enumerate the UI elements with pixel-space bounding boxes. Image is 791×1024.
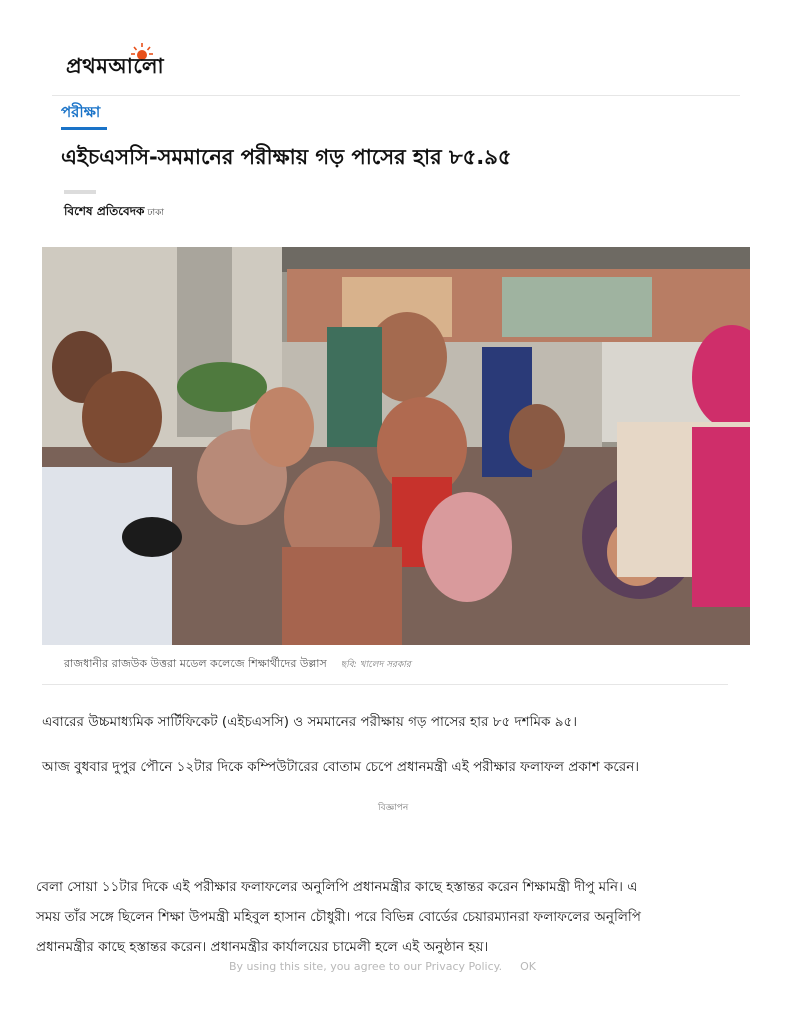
caption-text: রাজধানীর রাজউক উত্তরা মডেল কলেজে শিক্ষার্থীদের উল্লাস bbox=[64, 657, 327, 670]
photo-caption bbox=[64, 655, 411, 674]
author-location: ঢাকা bbox=[147, 208, 165, 218]
ad-label: বিজ্ঞাপন bbox=[378, 803, 409, 813]
consent-ok-button[interactable]: OK bbox=[520, 960, 536, 973]
header-divider bbox=[52, 95, 740, 96]
consent-text: By using this site, you agree to our Privacy Policy. bbox=[229, 960, 503, 973]
section-link[interactable]: পরীক্ষা bbox=[61, 103, 101, 121]
paragraph-3-line: সময় তাঁর সঙ্গে ছিলেন শিক্ষা উপমন্ত্রী মহিবুল হাসান চৌধুরী। পরে বিভিন্ন বোর্ডের চেয়ারম্যানরা ফলাফলের অনুলিপি bbox=[36, 909, 641, 925]
section-underline bbox=[61, 127, 107, 130]
caption-divider bbox=[42, 684, 728, 685]
paragraph-3 bbox=[36, 872, 756, 962]
paragraph-2: আজ বুধবার দুপুর পৌনে ১২টার দিকে কম্পিউটারের বোতাম চেপে প্রধানমন্ত্রী এই পরীক্ষার ফলাফল প্রকাশ করেন। bbox=[42, 759, 640, 775]
paragraph-1: এবারের উচ্চমাধ্যমিক সার্টিফিকেট (এইচএসসি) ও সমমানের পরীক্ষায় গড় পাসের হার ৮৫ দশমিক ৯৫। bbox=[42, 714, 578, 730]
author-name: বিশেষ প্রতিবেদক bbox=[64, 204, 145, 218]
byline-bar bbox=[64, 190, 96, 194]
photo-illustration bbox=[42, 247, 750, 645]
consent-banner bbox=[229, 960, 536, 973]
paragraph-3-line: প্রধানমন্ত্রীর কাছে হস্তান্তর করেন। প্রধানমন্ত্রীর কার্যালয়ের চামেলী হলে এই অনুষ্ঠান হয়। bbox=[36, 939, 489, 955]
logo-text: প্রথমআলো bbox=[66, 54, 165, 78]
photo-credit: ছবি: খালেদ সরকার bbox=[340, 660, 411, 670]
site-logo[interactable] bbox=[66, 40, 226, 80]
article-headline: এইচএসসি-সমমানের পরীক্ষায় গড় পাসের হার ৮৫.৯৫ bbox=[61, 145, 512, 169]
byline bbox=[64, 203, 164, 223]
paragraph-3-line: বেলা সোয়া ১১টার দিকে এই পরীক্ষার ফলাফলের অনুলিপি প্রধানমন্ত্রীর কাছে হস্তান্তর করেন শিক্ষামন্ত্রী দীপু মনি। এ bbox=[36, 879, 638, 895]
article-photo bbox=[42, 247, 750, 645]
